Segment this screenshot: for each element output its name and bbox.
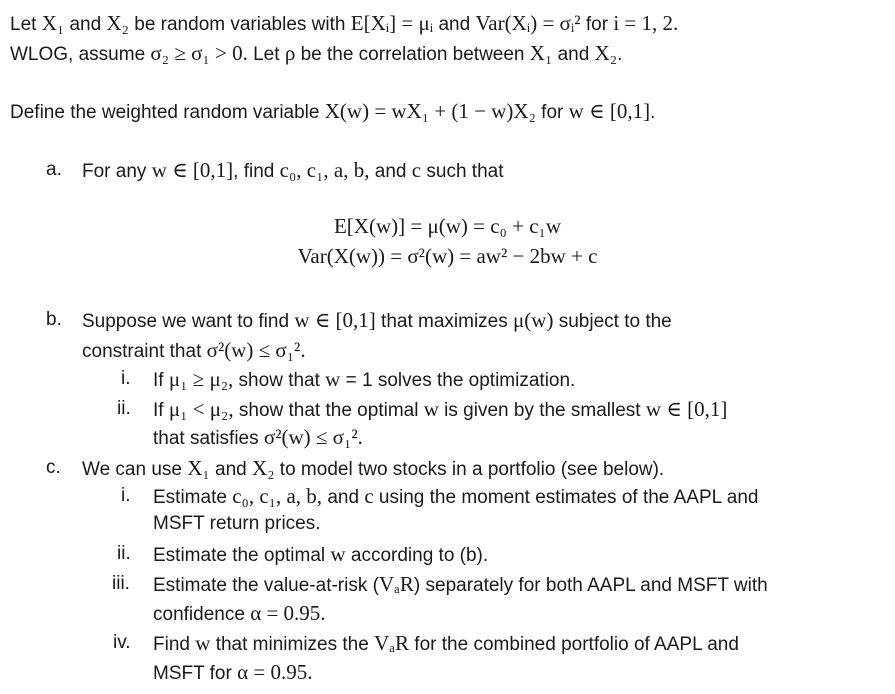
intro-text: . — [617, 44, 623, 65]
definition-text: for — [535, 102, 569, 123]
equation-mean: E[X(w)] = μ(w) = c₀ + c₁w — [333, 214, 562, 238]
part-a-text-segment: For any — [82, 161, 152, 182]
sub-text: Find — [153, 634, 196, 655]
intro-text: Let — [10, 14, 42, 35]
sub-text: Estimate the value-at-risk ( — [153, 575, 379, 596]
math-mu-w: μ(w) — [513, 308, 554, 332]
math-x1: X₁ — [41, 11, 65, 35]
part-b-text: Suppose we want to find — [82, 311, 295, 332]
sub-text: If — [153, 370, 169, 391]
definition-text: . — [650, 102, 656, 123]
part-b-sub-ii-line-2 — [153, 424, 363, 450]
intro-text: for — [580, 14, 614, 35]
part-c-line-1 — [82, 455, 664, 481]
sub-text: Estimate the optimal — [153, 545, 331, 566]
intro-text: be random variables with — [128, 14, 351, 35]
intro-text: and — [552, 44, 595, 65]
math-var: VₐR — [374, 631, 410, 655]
sub-text: show that the optimal — [233, 400, 424, 421]
math-rho: ρ — [284, 41, 296, 65]
math-w: w — [423, 397, 439, 421]
math-mu-compare: μ₁ < μ₂, — [168, 397, 234, 421]
math-w-range: w ∈ [0,1] — [294, 308, 376, 332]
sub-text: MSFT for — [153, 663, 238, 684]
sub-text: using the moment estimates of the AAPL and — [373, 487, 759, 508]
intro-line-1 — [10, 10, 678, 36]
part-c-text: We can use — [82, 459, 188, 480]
sub-text: is given by the smallest — [438, 400, 646, 421]
math-coefficients: c₀, c₁, a, b, — [279, 158, 370, 182]
part-c-sub-i — [153, 483, 758, 509]
sub-text: that satisfies — [153, 428, 264, 449]
definition-line — [10, 98, 655, 124]
math-weighted-variable: X(w) = wX₁ + (1 − w)X₂ — [324, 99, 536, 123]
sub-text: that minimizes the — [210, 634, 375, 655]
math-var: VₐR — [378, 572, 414, 596]
part-c-sub-ii — [153, 541, 488, 567]
math-constraint: σ²(w) ≤ σ₁². — [206, 338, 306, 362]
math-variance: Var(Xᵢ) = σᵢ² — [475, 11, 581, 35]
math-w: w — [330, 542, 346, 566]
part-b-sub-i-label: i. — [121, 368, 131, 389]
sub-text: show that — [233, 370, 326, 391]
part-b-label: b. — [46, 309, 62, 330]
part-b-sub-ii-label: ii. — [117, 398, 131, 419]
math-alpha: α = 0.95. — [237, 660, 313, 684]
part-a-text-segment: , find — [233, 161, 280, 182]
part-a-text — [82, 157, 503, 183]
intro-line-2 — [10, 40, 622, 66]
part-c-sub-iii — [153, 571, 768, 597]
math-alpha: α = 0.95. — [250, 601, 326, 625]
sub-text: ) separately for both AAPL and MSFT with — [413, 575, 768, 596]
part-b-text: constraint that — [82, 341, 207, 362]
math-x2: X₂ — [594, 41, 618, 65]
part-a-label: a. — [46, 159, 62, 180]
sub-text: confidence — [153, 604, 251, 625]
math-coefficients: c₀, c₁, a, b, — [232, 484, 323, 508]
math-x2: X₂ — [106, 11, 129, 35]
intro-text: and — [64, 14, 107, 35]
part-c-sub-iii-line-2 — [153, 600, 326, 626]
part-c-sub-ii-label: ii. — [117, 543, 131, 564]
math-sigma-order: σ₂ ≥ σ₁ > 0. — [150, 41, 248, 65]
math-x1: X₁ — [529, 41, 553, 65]
part-b-line-1 — [82, 307, 672, 333]
math-c: c — [411, 158, 422, 182]
math-w-range: w ∈ [0,1] — [645, 397, 728, 421]
sub-text: If — [153, 400, 169, 421]
sub-text: = 1 solves the optimization. — [340, 370, 576, 391]
part-c-text: and — [209, 459, 253, 480]
part-b-line-2 — [82, 337, 306, 363]
equation-variance: Var(X(w)) = σ²(w) = aw² − 2bw + c — [297, 244, 598, 268]
part-b-text: that maximizes — [375, 311, 514, 332]
sub-text: for the combined portfolio of AAPL and — [409, 634, 739, 655]
part-b-sub-i — [153, 366, 575, 392]
definition-text: Define the weighted random variable — [10, 102, 325, 123]
part-c-sub-iv-line-2 — [153, 659, 312, 685]
intro-text: be the correlation between — [295, 44, 530, 65]
math-w-range: w ∈ [0,1] — [151, 158, 234, 182]
math-w: w — [195, 631, 211, 655]
intro-text: WLOG, assume — [10, 44, 151, 65]
math-w-range: w ∈ [0,1] — [568, 99, 651, 123]
part-b-text: subject to the — [553, 311, 672, 332]
part-b-sub-ii — [153, 396, 727, 422]
math-mu-compare: μ₁ ≥ μ₂, — [168, 367, 234, 391]
part-a-text-segment: and — [369, 161, 412, 182]
sub-text: Estimate — [153, 487, 233, 508]
part-c-sub-i-label: i. — [121, 485, 131, 506]
sub-text: and — [322, 487, 365, 508]
part-c-sub-iii-label: iii. — [112, 573, 130, 594]
math-constraint: σ²(w) ≤ σ₁². — [263, 425, 363, 449]
part-c-text: to model two stocks in a portfolio (see below). — [274, 459, 665, 480]
math-expectation: E[Xᵢ] = μᵢ — [350, 11, 434, 35]
math-index: i = 1, 2. — [613, 11, 679, 35]
part-a-text-segment: such that — [421, 161, 504, 182]
part-c-sub-i-line-2: MSFT return prices. — [153, 513, 321, 534]
part-c-sub-iv — [153, 630, 739, 656]
math-x1: X₁ — [187, 456, 210, 480]
math-c: c — [364, 484, 374, 508]
math-x2: X₂ — [252, 456, 275, 480]
intro-text: and — [433, 14, 476, 35]
intro-text: Let — [247, 44, 285, 65]
sub-text: according to (b). — [345, 545, 489, 566]
part-c-sub-iv-label: iv. — [113, 632, 131, 653]
part-c-label: c. — [46, 457, 61, 478]
math-w: w — [325, 367, 341, 391]
